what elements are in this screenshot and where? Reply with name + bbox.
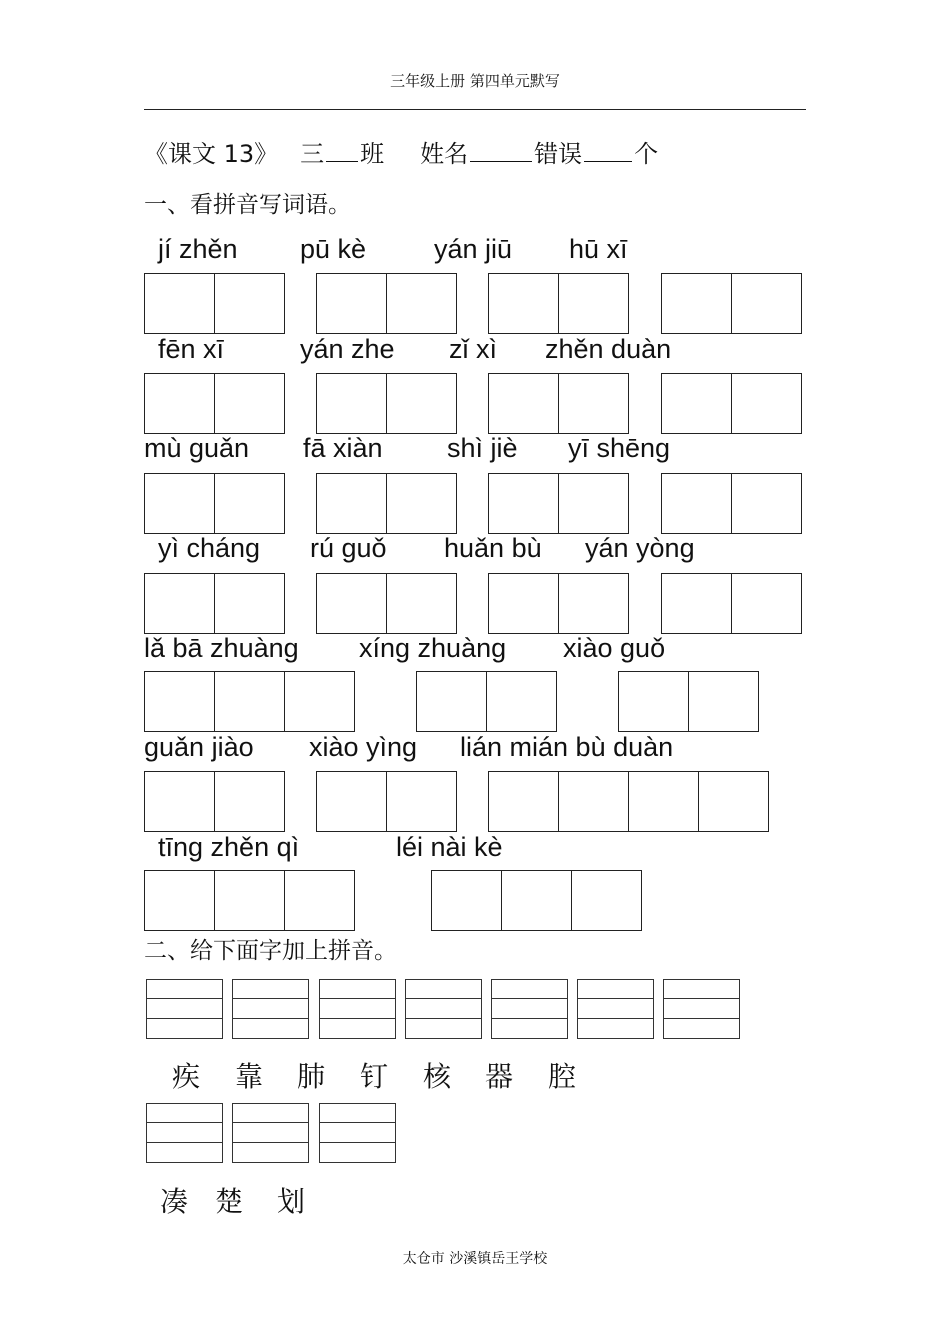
class-blank[interactable] (326, 137, 358, 162)
grid-cell[interactable] (731, 473, 802, 534)
grid-cell[interactable] (731, 573, 802, 634)
pinyin-label: xiào yìng (309, 732, 418, 762)
pinyin-writing-lines[interactable] (319, 1103, 396, 1163)
writing-grid[interactable] (488, 771, 769, 832)
count-suffix: 个 (634, 140, 659, 168)
grid-cell[interactable] (698, 771, 769, 832)
grid-cell[interactable] (214, 573, 285, 634)
pinyin-label: pū kè (300, 234, 367, 264)
page-footer: 太仓市 沙溪镇岳王学校 (402, 1251, 548, 1267)
grid-cell[interactable] (316, 573, 387, 634)
grid-cell[interactable] (386, 473, 457, 534)
grid-cell[interactable] (501, 870, 572, 931)
grid-cell[interactable] (386, 771, 457, 832)
grid-cell[interactable] (214, 771, 285, 832)
grid-cell[interactable] (488, 473, 559, 534)
grid-cell[interactable] (284, 671, 355, 732)
pinyin-label: xiào guǒ (563, 633, 666, 663)
name-label: 姓名 (420, 140, 469, 168)
grid-cell[interactable] (214, 870, 285, 931)
writing-grid[interactable] (316, 473, 457, 534)
writing-grid[interactable] (431, 870, 642, 931)
section1-title: 一、看拼音写词语。 (144, 192, 351, 218)
pinyin-writing-lines[interactable] (491, 979, 568, 1039)
writing-grid[interactable] (488, 473, 629, 534)
grid-cell[interactable] (571, 870, 642, 931)
pinyin-writing-lines[interactable] (577, 979, 654, 1039)
writing-grid[interactable] (618, 671, 759, 732)
pinyin-label: huǎn bù (444, 533, 542, 563)
hanzi-char: 核 (423, 1060, 452, 1093)
pinyin-writing-lines[interactable] (146, 1103, 223, 1163)
pinyin-label: yán zhe (300, 334, 395, 364)
writing-grid[interactable] (661, 373, 802, 434)
pinyin-label: guǎn jiào (144, 732, 254, 762)
grid-cell[interactable] (144, 373, 215, 434)
hanzi-char: 钉 (360, 1060, 389, 1093)
hanzi-char: 器 (485, 1060, 514, 1093)
pinyin-label: lǎ bā zhuàng (144, 633, 299, 663)
name-blank[interactable] (470, 137, 532, 162)
page-header: 三年级上册 第四单元默写 (390, 72, 560, 90)
pinyin-label: tīng zhěn qì (158, 832, 300, 862)
grid-cell[interactable] (558, 373, 629, 434)
pinyin-label: yī shēng (568, 433, 671, 463)
hanzi-char: 楚 (215, 1185, 244, 1218)
hanzi-char: 疾 (172, 1060, 201, 1093)
pinyin-label: shì jiè (447, 433, 518, 463)
grid-cell[interactable] (661, 473, 732, 534)
pinyin-label: hū xī (569, 234, 628, 264)
writing-grid[interactable] (488, 573, 629, 634)
grid-cell[interactable] (558, 771, 629, 832)
section2-title: 二、给下面字加上拼音。 (144, 938, 397, 964)
writing-grid[interactable] (316, 373, 457, 434)
grid-cell[interactable] (144, 573, 215, 634)
grid-cell[interactable] (731, 373, 802, 434)
hanzi-char: 凑 (160, 1185, 189, 1218)
pinyin-label: mù guǎn (144, 433, 250, 463)
grid-cell[interactable] (486, 671, 557, 732)
pinyin-writing-lines[interactable] (663, 979, 740, 1039)
writing-grid[interactable] (144, 671, 355, 732)
grid-cell[interactable] (214, 373, 285, 434)
hanzi-char: 腔 (548, 1060, 577, 1093)
grade-prefix: 三 (300, 140, 325, 168)
grid-cell[interactable] (488, 771, 559, 832)
writing-grid[interactable] (488, 273, 629, 334)
writing-grid[interactable] (316, 273, 457, 334)
grid-cell[interactable] (661, 273, 732, 334)
pinyin-writing-lines[interactable] (146, 979, 223, 1039)
pinyin-label: léi nài kè (396, 832, 503, 862)
grid-cell[interactable] (661, 373, 732, 434)
grid-cell[interactable] (214, 473, 285, 534)
pinyin-label: xíng zhuàng (359, 633, 507, 663)
writing-grid[interactable] (661, 273, 802, 334)
writing-grid[interactable] (416, 671, 557, 732)
grid-cell[interactable] (214, 671, 285, 732)
hanzi-char: 划 (277, 1185, 306, 1218)
pinyin-label: fā xiàn (303, 433, 383, 463)
writing-grid[interactable] (144, 573, 285, 634)
grid-cell[interactable] (618, 671, 689, 732)
grid-cell[interactable] (144, 273, 215, 334)
grid-cell[interactable] (488, 373, 559, 434)
pinyin-label: yán jiū (434, 234, 513, 264)
grid-cell[interactable] (214, 273, 285, 334)
info-line (144, 134, 658, 169)
pinyin-label: lián mián bù duàn (460, 732, 674, 762)
writing-grid[interactable] (661, 473, 802, 534)
grid-cell[interactable] (144, 671, 215, 732)
writing-grid[interactable] (144, 870, 355, 931)
grid-cell[interactable] (386, 373, 457, 434)
pinyin-label: yán yòng (585, 533, 695, 563)
pinyin-label: jí zhěn (158, 234, 238, 264)
pinyin-label: fēn xī (158, 334, 225, 364)
pinyin-label: rú guǒ (310, 533, 387, 563)
lesson-label: 《课文 13》 (144, 140, 279, 168)
pinyin-label: zǐ xì (449, 334, 498, 364)
grid-cell[interactable] (316, 771, 387, 832)
hanzi-char: 肺 (297, 1060, 326, 1093)
grid-cell[interactable] (144, 771, 215, 832)
writing-grid[interactable] (144, 273, 285, 334)
pinyin-label: zhěn duàn (545, 334, 672, 364)
hanzi-char: 靠 (235, 1060, 264, 1093)
writing-grid[interactable] (661, 573, 802, 634)
header-rule (144, 109, 806, 110)
error-label: 错误 (534, 140, 583, 168)
grid-cell[interactable] (558, 573, 629, 634)
grid-cell[interactable] (688, 671, 759, 732)
grid-cell[interactable] (488, 273, 559, 334)
grid-cell[interactable] (316, 373, 387, 434)
writing-grid[interactable] (144, 771, 285, 832)
grid-cell[interactable] (386, 573, 457, 634)
grid-cell[interactable] (431, 870, 502, 931)
grid-cell[interactable] (558, 273, 629, 334)
writing-grid[interactable] (316, 771, 457, 832)
grid-cell[interactable] (284, 870, 355, 931)
grid-cell[interactable] (144, 870, 215, 931)
grid-cell[interactable] (316, 473, 387, 534)
grid-cell[interactable] (661, 573, 732, 634)
pinyin-writing-lines[interactable] (232, 1103, 309, 1163)
grid-cell[interactable] (488, 573, 559, 634)
writing-grid[interactable] (316, 573, 457, 634)
writing-grid[interactable] (488, 373, 629, 434)
grid-cell[interactable] (386, 273, 457, 334)
pinyin-writing-lines[interactable] (405, 979, 482, 1039)
error-blank[interactable] (584, 137, 632, 162)
grid-cell[interactable] (558, 473, 629, 534)
grid-cell[interactable] (316, 273, 387, 334)
pinyin-writing-lines[interactable] (232, 979, 309, 1039)
writing-grid[interactable] (144, 373, 285, 434)
grid-cell[interactable] (416, 671, 487, 732)
class-suffix: 班 (360, 140, 385, 168)
grid-cell[interactable] (628, 771, 699, 832)
pinyin-label: yì cháng (158, 533, 261, 563)
pinyin-writing-lines[interactable] (319, 979, 396, 1039)
grid-cell[interactable] (144, 473, 215, 534)
writing-grid[interactable] (144, 473, 285, 534)
grid-cell[interactable] (731, 273, 802, 334)
